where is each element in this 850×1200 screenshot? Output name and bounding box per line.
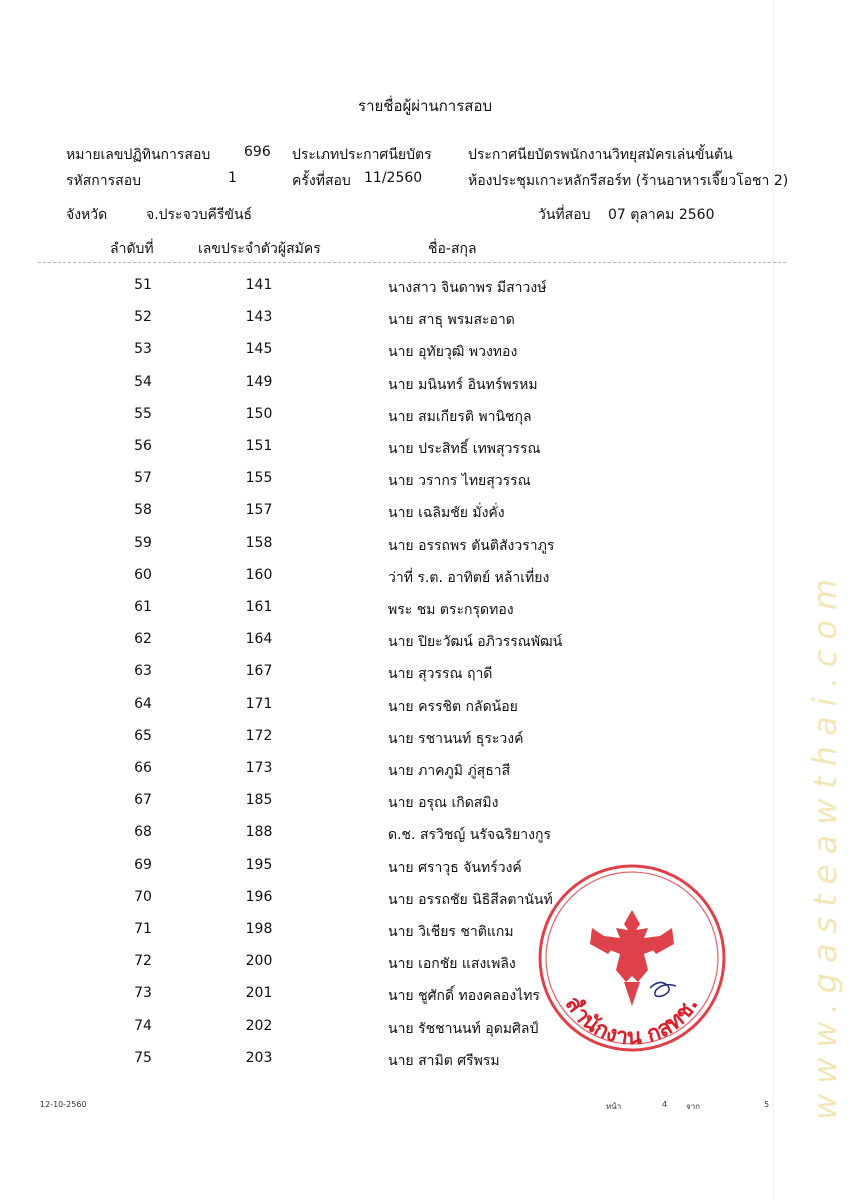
table-row bbox=[0, 438, 850, 470]
row-name-cell: นาย เอกชัย แสงเพลิง bbox=[388, 956, 516, 973]
row-name-cell: นาย เฉลิมชัย มั่งคั่ง bbox=[388, 505, 505, 522]
row-applicant-id-cell: 185 bbox=[245, 792, 273, 809]
cert-type-value: ประกาศนียบัตรพนักงานวิทยุสมัครเล่นขั้นต้น bbox=[468, 147, 733, 163]
row-order-cell: 63 bbox=[134, 663, 152, 680]
stamp-text: สำนักงาน กสทช. bbox=[559, 992, 704, 1051]
row-applicant-id-cell: 149 bbox=[245, 373, 273, 390]
page-number: 4 bbox=[662, 1100, 668, 1109]
row-name-cell: นาย วรากร ไทยสุวรรณ bbox=[388, 473, 531, 490]
row-order-cell: 70 bbox=[134, 888, 152, 905]
table-row bbox=[0, 567, 850, 599]
row-order-cell: 56 bbox=[134, 438, 152, 454]
row-name-cell: นาย ศราวุธ จันทร์วงค์ bbox=[388, 859, 522, 876]
exam-date-label: วันที่สอบ bbox=[538, 207, 591, 223]
row-order-cell: 66 bbox=[134, 760, 152, 776]
row-name-cell: นาย สามิต ศรีพรม bbox=[388, 1052, 500, 1069]
table-row bbox=[0, 341, 850, 373]
table-row bbox=[0, 502, 850, 534]
row-order-cell: 74 bbox=[134, 1017, 152, 1034]
row-applicant-id-cell: 155 bbox=[245, 470, 273, 487]
row-applicant-id-cell: 173 bbox=[245, 760, 273, 776]
row-name-cell: นาย สาธุ พรมสะอาด bbox=[388, 312, 515, 329]
exam-date-value: 07 ตุลาคม 2560 bbox=[608, 207, 715, 223]
row-applicant-id-cell: 195 bbox=[245, 856, 273, 873]
row-name-cell: นาย มนินทร์ อินทร์พรหม bbox=[388, 376, 538, 393]
table-row bbox=[0, 599, 850, 631]
province-label: จังหวัด bbox=[66, 207, 108, 223]
row-name-cell: นาย รชานนท์ ธุระวงค์ bbox=[388, 730, 524, 747]
row-name-cell: นาย รัชชานนท์ อุดมศิลป์ bbox=[388, 1020, 539, 1037]
table-row bbox=[0, 663, 850, 695]
table-row bbox=[0, 309, 850, 341]
row-order-cell: 73 bbox=[134, 985, 152, 1002]
row-order-cell: 69 bbox=[134, 856, 152, 873]
of-label: จาก bbox=[686, 1102, 701, 1111]
round-label: ครั้งที่สอบ bbox=[292, 173, 351, 189]
row-order-cell: 68 bbox=[134, 824, 152, 841]
row-applicant-id-cell: 164 bbox=[245, 631, 273, 648]
column-header-name: ชื่อ-สกุล bbox=[428, 241, 477, 257]
row-applicant-id-cell: 188 bbox=[245, 824, 273, 841]
schedule-value: 696 bbox=[244, 144, 271, 160]
table-row bbox=[0, 470, 850, 502]
row-name-cell: ด.ช. สรวิชญ์ นรัจฉริยางกูร bbox=[388, 827, 551, 844]
row-applicant-id-cell: 200 bbox=[245, 953, 273, 970]
table-row bbox=[0, 760, 850, 792]
page-title: รายชื่อผู้ผ่านการสอบ bbox=[358, 97, 492, 115]
row-order-cell: 61 bbox=[134, 599, 152, 615]
row-name-cell: นาย อรรถชัย นิธิสีลตานันท์ bbox=[388, 891, 553, 908]
row-order-cell: 53 bbox=[134, 341, 152, 358]
row-applicant-id-cell: 196 bbox=[245, 888, 273, 905]
table-row bbox=[0, 792, 850, 824]
header-divider bbox=[38, 262, 786, 263]
cert-type-label: ประเภทประกาศนียบัตร bbox=[292, 147, 432, 163]
row-name-cell: ว่าที่ ร.ต. อาทิตย์ หล้าเที่ยง bbox=[388, 569, 550, 586]
row-applicant-id-cell: 160 bbox=[245, 566, 273, 583]
row-applicant-id-cell: 145 bbox=[245, 341, 273, 358]
watermark: www.gasteawthai.com bbox=[806, 568, 844, 1120]
page-label: หน้า bbox=[606, 1102, 622, 1111]
row-applicant-id-cell: 143 bbox=[245, 309, 273, 326]
schedule-label: หมายเลขปฏิทินการสอบ bbox=[66, 147, 211, 163]
row-name-cell: นาย ครรชิต กลัดน้อย bbox=[388, 698, 518, 715]
row-applicant-id-cell: 172 bbox=[245, 727, 273, 744]
row-name-cell: นาย ปิยะวัฒน์ อภิวรรณพัฒน์ bbox=[388, 634, 563, 651]
garuda-emblem-icon bbox=[590, 910, 674, 1006]
table-row bbox=[0, 535, 850, 567]
table-row bbox=[0, 374, 850, 406]
row-applicant-id-cell: 202 bbox=[245, 1017, 273, 1034]
row-applicant-id-cell: 151 bbox=[245, 438, 273, 454]
row-name-cell: นางสาว จินดาพร มีสาวงษ์ bbox=[388, 280, 547, 296]
table-row bbox=[0, 631, 850, 663]
row-name-cell: นาย ชูศักดิ์ ทองคลองไทร bbox=[388, 988, 540, 1005]
row-order-cell: 67 bbox=[134, 792, 152, 809]
row-order-cell: 62 bbox=[134, 631, 152, 648]
print-date: 12-10-2560 bbox=[40, 1100, 87, 1109]
row-order-cell: 72 bbox=[134, 953, 152, 970]
venue: ห้องประชุมเกาะหลักรีสอร์ท (ร้านอาหารเจี๊ยวโอชา 2) bbox=[468, 173, 789, 189]
province-value: จ.ประจวบคีรีขันธ์ bbox=[146, 207, 253, 223]
exam-code-label: รหัสการสอบ bbox=[66, 173, 141, 189]
row-name-cell: นาย ประสิทธิ์ เทพสุวรรณ bbox=[388, 441, 541, 457]
table-row bbox=[0, 277, 850, 309]
row-name-cell: พระ ชม ตระกรุดทอง bbox=[388, 602, 514, 618]
table-row bbox=[0, 406, 850, 438]
row-applicant-id-cell: 171 bbox=[245, 695, 273, 712]
official-seal bbox=[532, 858, 732, 1058]
exam-code-value: 1 bbox=[228, 170, 237, 186]
row-order-cell: 71 bbox=[134, 921, 152, 937]
row-order-cell: 52 bbox=[134, 309, 152, 326]
row-order-cell: 54 bbox=[134, 373, 152, 390]
row-applicant-id-cell: 203 bbox=[245, 1049, 273, 1066]
row-name-cell: นาย อรรถพร ตันติสังวราภูร bbox=[388, 537, 555, 554]
row-order-cell: 60 bbox=[134, 566, 152, 583]
row-name-cell: นาย สุวรรณ ฤาดี bbox=[388, 666, 493, 683]
table-row bbox=[0, 824, 850, 856]
round-value: 11/2560 bbox=[364, 170, 423, 186]
row-order-cell: 59 bbox=[134, 534, 152, 551]
row-order-cell: 75 bbox=[134, 1049, 152, 1066]
row-applicant-id-cell: 198 bbox=[245, 921, 273, 937]
row-name-cell: นาย อรุณ เกิดสมิง bbox=[388, 795, 499, 812]
row-applicant-id-cell: 157 bbox=[245, 502, 273, 519]
row-applicant-id-cell: 161 bbox=[245, 599, 273, 615]
row-order-cell: 55 bbox=[134, 405, 152, 422]
row-order-cell: 58 bbox=[134, 502, 152, 519]
row-applicant-id-cell: 167 bbox=[245, 663, 273, 680]
row-applicant-id-cell: 201 bbox=[245, 985, 273, 1002]
column-header-order: ลำดับที่ bbox=[110, 241, 154, 257]
column-header-applicant-id: เลขประจำตัวผู้สมัคร bbox=[198, 241, 321, 257]
row-applicant-id-cell: 150 bbox=[245, 405, 273, 422]
signature-mark bbox=[650, 982, 676, 996]
row-order-cell: 51 bbox=[134, 277, 152, 293]
total-pages: 5 bbox=[764, 1100, 770, 1109]
table-row bbox=[0, 728, 850, 760]
row-name-cell: นาย ภาคภูมิ ภู่สุธาสี bbox=[388, 763, 511, 779]
row-order-cell: 65 bbox=[134, 727, 152, 744]
row-name-cell: นาย อุทัยวุฒิ พวงทอง bbox=[388, 344, 518, 361]
row-name-cell: นาย วิเชียร ชาติแกม bbox=[388, 924, 514, 940]
row-applicant-id-cell: 158 bbox=[245, 534, 273, 551]
table-row bbox=[0, 696, 850, 728]
row-order-cell: 64 bbox=[134, 695, 152, 712]
row-order-cell: 57 bbox=[134, 470, 152, 487]
row-name-cell: นาย สมเกียรติ พานิชกุล bbox=[388, 408, 532, 425]
row-applicant-id-cell: 141 bbox=[245, 277, 273, 293]
